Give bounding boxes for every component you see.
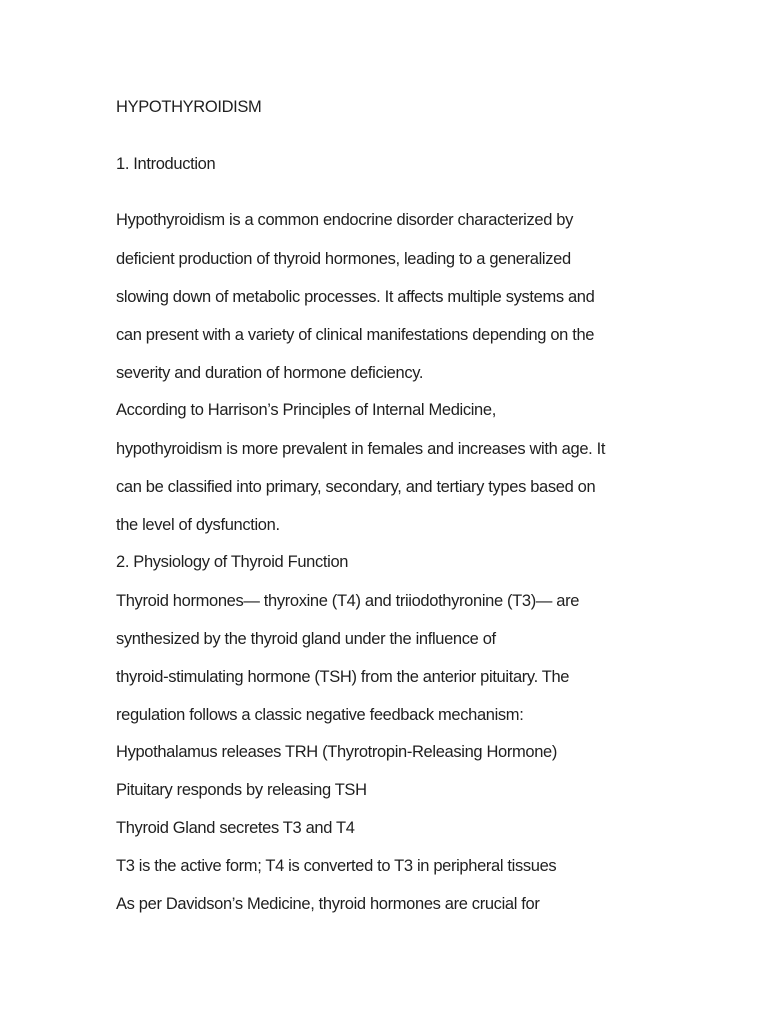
paragraph-line: Hypothyroidism is a common endocrine disorder characterized by <box>116 211 574 229</box>
section-heading-physiology: 2. Physiology of Thyroid Function <box>116 553 349 571</box>
paragraph-line: thyroid-stimulating hormone (TSH) from the anterior pituitary. The <box>116 668 570 686</box>
paragraph-line: According to Harrison’s Principles of Internal Medicine, <box>116 401 496 419</box>
paragraph-line: hypothyroidism is more prevalent in females and increases with age. It <box>116 440 606 458</box>
paragraph-line: the level of dysfunction. <box>116 516 280 534</box>
document-title: HYPOTHYROIDISM <box>116 98 262 116</box>
paragraph-line: can present with a variety of clinical manifestations depending on the <box>116 326 595 344</box>
paragraph-line: As per Davidson’s Medicine, thyroid hormones are crucial for <box>116 895 540 913</box>
section-heading-introduction: 1. Introduction <box>116 155 216 173</box>
feedback-step: Thyroid Gland secretes T3 and T4 <box>116 819 355 837</box>
paragraph-line: can be classified into primary, secondary, and tertiary types based on <box>116 478 596 496</box>
paragraph-line: synthesized by the thyroid gland under the influence of <box>116 630 496 648</box>
paragraph-line: regulation follows a classic negative feedback mechanism: <box>116 706 524 724</box>
feedback-step: Hypothalamus releases TRH (Thyrotropin-Releasing Hormone) <box>116 743 558 761</box>
paragraph-line: slowing down of metabolic processes. It affects multiple systems and <box>116 288 595 306</box>
paragraph-line: deficient production of thyroid hormones, leading to a generalized <box>116 250 571 268</box>
paragraph-line: Thyroid hormones— thyroxine (T4) and triiodothyronine (T3)— are <box>116 592 580 610</box>
paragraph-line: severity and duration of hormone deficiency. <box>116 364 424 382</box>
feedback-step: T3 is the active form; T4 is converted to T3 in peripheral tissues <box>116 857 557 875</box>
feedback-step: Pituitary responds by releasing TSH <box>116 781 367 799</box>
